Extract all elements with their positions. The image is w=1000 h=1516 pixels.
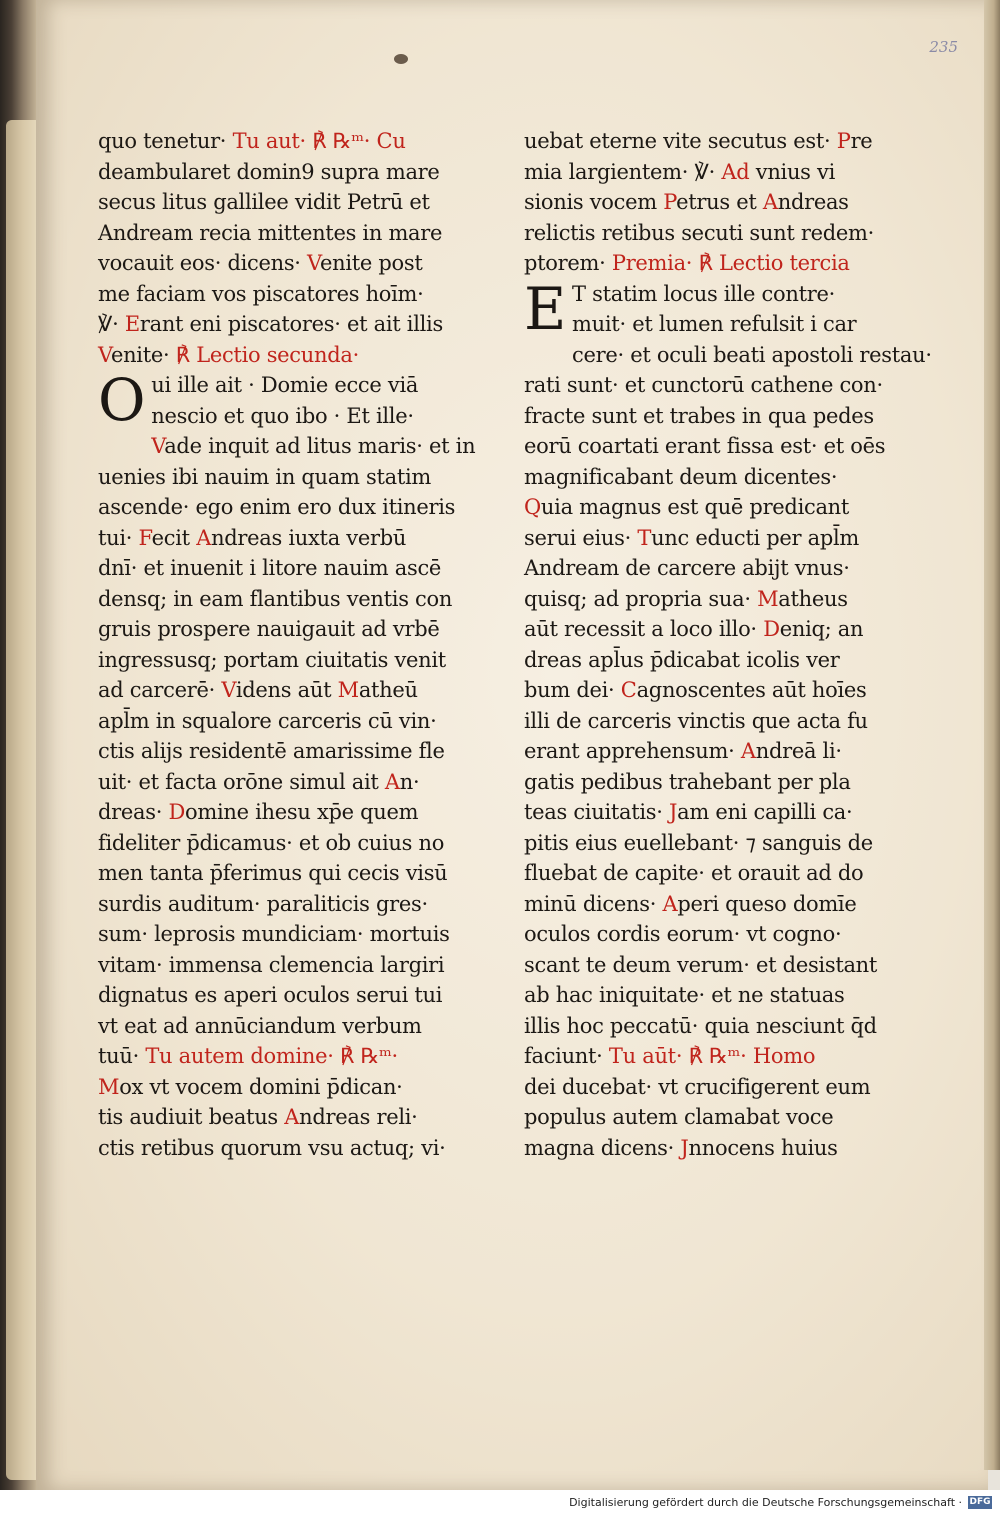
text-segment: vitam· immensa clemencia largiri [98,952,445,977]
text-line [98,675,470,706]
text-line [98,1011,470,1042]
text-line [98,187,470,218]
text-segment: surdis auditum· paraliticis gres· [98,891,428,916]
text-segment: dnī· et inuenit i litore nauim ascē [98,556,442,580]
rubric: Tu autem domine· [145,1044,334,1068]
text-line [98,858,470,889]
text-segment: ctis retibus quorum vsu actuq; vi· [98,1135,446,1160]
funding-credit: Digitalisierung gefördert durch die Deutsche Forschungsgemeinschaft · [569,1496,962,1509]
text-segment: serui eius· [524,525,638,550]
text-line [524,523,896,554]
text-segment: secus litus gallilee vidit Petrū et [98,190,430,214]
rubric: V [98,342,111,367]
rubric: V [221,678,236,702]
dfg-logo: DFG [969,1497,991,1507]
text-segment: ascende· ego enim ero dux itineris [98,495,456,519]
text-segment: magna dicens· [524,1135,681,1160]
text-line [524,248,896,279]
text-segment: sum· leprosis mundiciam· mortuis [98,922,450,946]
text-segment: ndreas reli· [299,1105,418,1129]
text-segment: dreas apl̄us p̄dicabat icolis ver [524,647,840,672]
text-segment: deambularet domin9 supra mare [98,159,440,184]
text-segment: nescio et quo ibo · Et ille· [151,403,414,428]
rubric: J [680,1135,689,1160]
text-line [98,736,470,767]
text-line [524,309,896,340]
text-line [524,614,896,645]
rubric: T [637,525,652,550]
text-segment: ox vt vocem domini p̄dican· [119,1074,403,1099]
page-stack-right [984,0,1000,1470]
rubric: ℟ Lectio tercia [698,251,850,275]
text-line [524,187,896,218]
text-line [524,889,896,920]
text-line [524,706,896,737]
text-segment: fluebat de capite· et orauit ad do [524,861,864,885]
text-segment: mia largientem· ℣· [524,159,722,184]
rubric: A [284,1105,300,1129]
text-line [524,1072,896,1103]
rubric: Homo [752,1044,816,1068]
text-segment: pitis eius euellebant· ⁊ sanguis de [524,830,873,855]
drop-initial: E [524,274,567,343]
text-segment: uenies ibi nauim in quam statim [98,464,431,489]
text-segment: sionis vocem [524,190,664,214]
text-line [524,1011,896,1042]
drop-initial: O [98,366,146,434]
text-line [524,126,896,157]
text-line [524,828,896,859]
text-segment: enite· [110,342,176,367]
text-segment: fideliter p̄dicamus· et ob cuius no [98,830,445,855]
text-line [524,1041,896,1072]
text-segment: uit· et facta orōne simul ait [98,769,385,794]
rubric: ℟ Lectio secunda· [175,342,359,367]
text-line [98,919,470,950]
text-segment: unc educti per apl̄m [651,525,860,550]
text-segment: ndreas [777,190,849,214]
text-segment: men tanta p̄ferimus qui cecis visū [98,861,448,885]
rubric: ℟ ℞ᵐ· [688,1044,747,1068]
text-segment: ad carcerē· [98,678,222,702]
rubric: Tu aut· [232,129,306,153]
rubric: M [757,586,779,611]
rubric: J [669,800,678,824]
text-segment: cere· et oculi beati apostoli restau· [572,342,932,367]
text-segment: ndreā li· [755,739,842,763]
rubric: M [337,678,359,702]
text-line [524,767,896,798]
text-line [524,584,896,615]
text-line [98,462,470,493]
text-line [524,797,896,828]
text-line [98,553,470,584]
text-segment: relictis retibus secuti sunt redem· [524,220,874,245]
rubric: P [836,129,851,153]
text-segment: ab hac iniquitate· et ne statuas [524,983,845,1007]
page-stack-left [6,120,40,1480]
text-segment: peri queso domīe [677,891,857,916]
text-line [98,218,470,249]
text-segment: gruis prospere nauigauit ad vrbē [98,617,440,641]
text-segment: tui· [98,525,139,550]
text-segment: vt eat ad annūciandum verbum [98,1013,422,1038]
text-segment: uia magnus est quē predicant [540,495,850,519]
text-segment: uebat eterne vite secutus est· [524,129,837,153]
text-segment: nnocens huius [688,1135,838,1160]
text-line [98,980,470,1011]
text-line [98,706,470,737]
text-line [98,492,470,523]
text-line [524,980,896,1011]
text-line [524,157,896,188]
right-text-column [524,126,932,1163]
text-segment: me faciam vos piscatores hoīm· [98,281,424,306]
text-line [98,248,470,279]
text-line [98,1041,470,1072]
rubric: A [740,739,756,763]
text-segment: ℣· [98,312,125,336]
text-segment: ingressusq; portam ciuitatis venit [98,647,446,672]
text-segment: am eni capilli ca· [677,800,853,824]
rubric: ℟ ℞ᵐ· [312,129,371,153]
text-line [524,553,896,584]
text-segment: magnificabant deum dicentes· [524,464,838,489]
text-segment: dei ducebat· vt crucifigerent eum [524,1074,871,1099]
text-line [524,218,896,249]
text-line [98,157,470,188]
rubric: F [138,525,152,550]
text-segment: ade inquit ad litus maris· et in [164,434,476,458]
text-segment: populus autem clamabat voce [524,1105,834,1129]
text-segment: T statim locus ille contre· [572,281,835,306]
text-line [98,828,470,859]
text-segment: rati sunt· et cunctorū cathene con· [524,373,883,397]
footer-bar [0,1490,1000,1516]
text-line [98,431,476,462]
text-segment: n· [399,769,420,794]
text-line [98,309,470,340]
text-segment: minū dicens· [524,891,663,916]
text-line [524,736,896,767]
text-segment: ndreas iuxta verbū [211,525,407,550]
text-segment: fracte sunt et trabes in qua pedes [524,403,874,428]
left-text-column [98,126,476,1163]
text-line [98,889,470,920]
rubric: M [98,1074,120,1099]
text-line [524,431,896,462]
text-line [524,492,896,523]
rubric: A [662,891,678,916]
text-segment: faciunt· [524,1044,609,1068]
text-line [524,919,896,950]
text-segment: dreas· [98,800,169,824]
text-line [98,614,470,645]
text-line [98,340,470,371]
rubric: Ad [721,159,750,184]
text-segment: re [850,129,873,153]
text-line [524,858,896,889]
text-segment: illi de carceris vinctis que acta fu [524,708,868,733]
text-line [524,340,932,371]
ink-stain [394,54,408,64]
text-line [98,584,470,615]
rubric: Q [524,495,541,519]
text-segment: scant te deum verum· et desistant [524,952,878,977]
rubric: ℟ ℞ᵐ· [340,1044,398,1068]
text-line [98,1133,470,1164]
text-segment: eorū coartati erant fissa est· et oēs [524,434,886,458]
text-segment: rant eni piscatores· et ait illis [139,312,443,336]
text-segment: atheū [358,678,418,702]
rubric: A [762,190,778,214]
text-line [98,401,470,432]
text-line [524,401,896,432]
text-line [524,675,896,706]
text-segment: ctis alijs residentē amarissime fle [98,739,445,763]
text-line [98,126,470,157]
text-segment: aūt recessit a loco illo· [524,617,764,641]
text-line [98,797,470,828]
text-segment: ptorem· [524,251,612,275]
text-segment: etrus et [676,190,763,214]
text-line [98,279,470,310]
rubric: E [124,312,140,336]
text-segment: vnius vi [749,159,836,184]
text-line [524,645,896,676]
text-line [98,767,470,798]
rubric: V [307,251,320,275]
text-segment: muit· et lumen refulsit i car [572,312,857,336]
text-segment: illis hoc peccatū· quia nesciunt q̄d [524,1013,877,1038]
text-segment: gatis pedibus trahebant per pla [524,769,851,794]
rubric: A [384,769,400,794]
text-line [98,1072,470,1103]
text-line [524,370,896,401]
rubric: D [763,617,780,641]
text-segment: atheus [778,586,848,611]
text-segment: enite post [320,251,423,275]
rubric: P [663,190,677,214]
text-segment: bum dei· [524,678,621,702]
text-segment: tis audiuit beatus [98,1105,285,1129]
text-line [524,462,896,493]
text-segment: tuū· [98,1044,146,1068]
text-line [98,645,470,676]
text-line [98,523,470,554]
text-segment: quisq; ad propria sua· [524,586,758,611]
text-segment: dignatus es aperi oculos serui tui [98,983,443,1007]
text-segment: teas ciuitatis· [524,800,669,824]
folio-number: 235 [929,38,958,56]
text-line [524,1102,896,1133]
rubric: Tu aūt· [608,1044,683,1068]
text-line [98,950,470,981]
text-segment: omine ihesu xp̄e quem [185,800,419,824]
text-segment: eniq; an [779,617,864,641]
text-segment: erant apprehensum· [524,739,741,763]
text-segment: densq; in eam flantibus ventis con [98,586,453,611]
text-segment: Andream recia mittentes in mare [98,220,443,245]
text-segment: ui ille ait · Domie ecce viā [151,373,419,397]
text-segment: agnoscentes aūt hoīes [636,678,867,702]
text-segment: oculos cordis eorum· vt cogno· [524,922,842,946]
text-segment: idens aūt [235,678,338,702]
rubric: A [196,525,212,550]
text-segment: vocauit eos· dicens· [98,251,308,275]
text-segment: quo tenetur· [98,129,233,153]
text-segment: apl̄m in squalore carceris cū vin· [98,708,437,733]
text-line [524,950,896,981]
text-line [524,1133,896,1164]
rubric: V [151,434,165,458]
rubric: C [620,678,637,702]
text-line [98,1102,470,1133]
rubric: Premia· [611,251,693,275]
rubric: D [168,800,186,824]
rubric: Cu [376,129,406,153]
text-segment: Andream de carcere abijt vnus· [524,556,850,580]
text-segment: ecit [151,525,197,550]
